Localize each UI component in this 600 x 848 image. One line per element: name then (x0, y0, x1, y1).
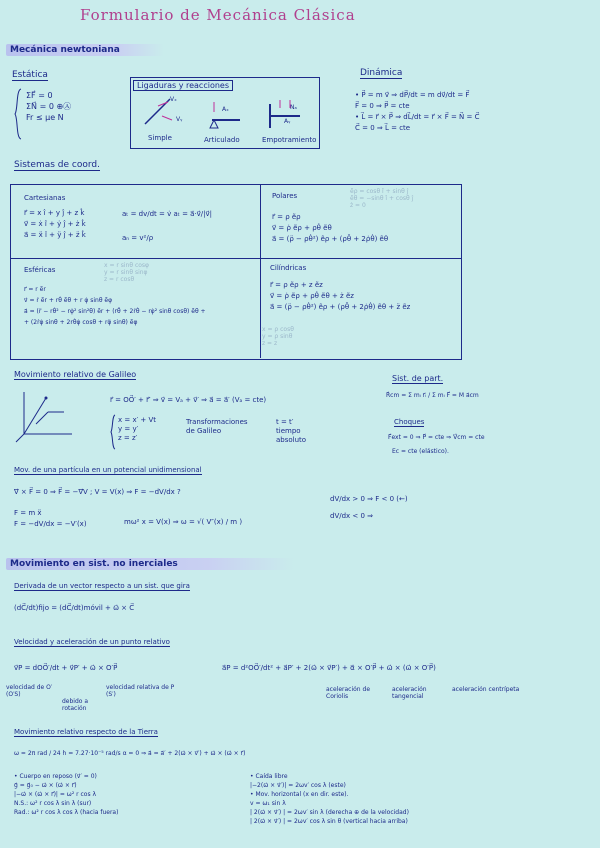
polares-eqs (272, 212, 388, 245)
cartesianas-eqs (24, 208, 86, 241)
coords-divider-v (260, 184, 261, 358)
galileo-equation: r⃗ = OO⃗′ + r⃗′ ⇒ v⃗ = Vₐ + v⃗′ ⇒ a⃗ = a⃗′ (Vₐ = cte) (110, 396, 267, 404)
esfericas-note: x = r sinθ cosφ (104, 262, 149, 269)
dinamica-eq: F⃗ = 0 ⇒ P⃗ = cte (355, 102, 410, 110)
cartesianas-eq: v⃗ = ẋ î + ẏ ĵ + ż k̂ (24, 220, 86, 228)
choques-note: Ec = cte (elástico). (392, 448, 449, 455)
cilindricas-note: z = z (262, 340, 278, 347)
velacel-v-equation: v⃗P = dOO⃗′/dt + v⃗P′ + ω⃗ × O′P⃗ (14, 664, 118, 672)
var-ax: Aₓ (222, 106, 229, 113)
tierra-left-line: Rad.: ω² r cos λ cos λ (hacia fuera) (14, 809, 119, 816)
galileo-time-label: absoluto (276, 436, 307, 444)
var-vx: Vₓ (170, 96, 177, 103)
potencial-omega: mω² x = V(x) ⇒ ω = √( V″(x) / m ) (124, 518, 243, 526)
galileo-transform-label (186, 418, 248, 436)
brace-icon (14, 88, 22, 140)
polares-title: Polares (272, 192, 298, 200)
cilindricas-note: x = ρ cosθ (262, 326, 294, 333)
esfericas-notes (104, 262, 149, 283)
cilindricas-eq: r⃗ = ρ ẽρ + z ẽz (270, 281, 323, 289)
rotante-equation: (dC⃗/dt)fijo = (dC⃗/dt)móvil + ω⃗ × C⃗ (14, 604, 135, 612)
rotante-heading: Derivada de un vector respecto a un sist. que gira (14, 582, 190, 590)
velacel-heading: Velocidad y aceleración de un punto relativo (14, 638, 170, 646)
potencial-sign: dV/dx < 0 ⇒ (330, 512, 374, 520)
cilindricas-eqs (270, 280, 410, 313)
section-newtonian: Mecánica newtoniana (6, 44, 164, 56)
potencial-eq: F = −dV/dx = −V′(x) (14, 520, 87, 528)
tierra-right-line: | 2(ω⃗ × v⃗′) | = 2ωv′ cos λ sin θ (vertical hacia arriba) (250, 818, 408, 825)
cilindricas-title: Cilíndricas (270, 264, 307, 272)
tierra-left-line: • Cuerpo en reposo (v⃗′ = 0) (14, 773, 97, 780)
cartesianas-title: Cartesianas (24, 194, 66, 202)
potencial-eq: F = m ẍ (14, 509, 42, 517)
page-title: Formulario de Mecánica Clásica (80, 6, 356, 24)
reference-frames-icon (14, 384, 76, 444)
estatica-heading: Estática (12, 70, 48, 80)
var-na: Nₐ (290, 104, 297, 111)
label-articulado: Articulado (204, 136, 240, 144)
tierra-right-line: • Mov. horizontal (x en dir. este). (250, 791, 349, 798)
estatica-eq: Fr ≤ μe N (26, 113, 64, 122)
galileo-transform-eq: x = x′ + Vt (118, 416, 157, 424)
ligaduras-heading: Ligaduras y reacciones (133, 80, 233, 91)
velacel-v-note: debido a rotación (62, 698, 89, 712)
coords-heading: Sistemas de coord. (14, 160, 100, 170)
estatica-eq: ΣF⃗ = 0 (26, 91, 53, 100)
esfericas-eq: v⃗ = ṙ ẽr + rθ̇ ẽθ + r φ̇ sinθ ẽφ (24, 297, 113, 304)
cilindricas-note: y = ρ sinθ (262, 333, 293, 340)
polares-eq: a⃗ = (ρ̈ − ρθ̇²) ẽρ + (ρθ̈ + 2ρ̇θ̇) ẽθ (272, 235, 389, 243)
tierra-right-line: |−2(ω⃗ × v⃗′)| = 2ωv′ cos λ (este) (250, 782, 346, 789)
polares-eq: r⃗ = ρ ẽρ (272, 213, 301, 221)
galileo-time-label: tiempo (276, 427, 301, 435)
esfericas-note: y = r sinθ sinφ (104, 269, 148, 276)
choques-equation: F⃗ext = 0 ⇒ P⃗ = cte ⇒ V⃗cm = cte (388, 434, 485, 441)
potencial-sign: dV/dx > 0 ⇒ F < 0 (←) (330, 495, 408, 503)
cartesianas-eq: r⃗ = x î + y ĵ + z k̂ (24, 209, 85, 217)
tierra-right-line: | 2(ω⃗ × v⃗′) | = 2ωv′ sin λ (derecha ⊕ de la velocidad) (250, 809, 409, 816)
galileo-transform-eq: z = z′ (118, 434, 138, 442)
coords-divider-h (10, 258, 461, 259)
dinamica-eq: • L⃗ = r⃗ × P⃗ ⇒ dL⃗/dt = r⃗ × F⃗ = N⃗ = C⃗ (355, 113, 480, 121)
polares-note: ẽθ = −sinθ î + cosθ ĵ (350, 195, 414, 202)
cilindricas-eq: a⃗ = (ρ̈ − ρθ̇²) ẽρ + (ρθ̈ + 2ρ̇θ̇) ẽθ + z̈ ẽz (270, 303, 411, 311)
velacel-a-note: aceleración tangencial (392, 686, 427, 700)
tierra-left-line: |−ω⃗ × (ω⃗ × r⃗)| = ω² r cos λ (14, 791, 97, 798)
estatica-eq: ΣN⃗ = 0 ⊕Ⓐ (26, 102, 72, 111)
tierra-right (250, 772, 409, 826)
choques-heading: Choques (394, 418, 425, 426)
var-vy: Vᵧ (176, 116, 183, 123)
particulas-equation: R⃗cm = Σ mᵢ r⃗ᵢ / Σ mᵢ F⃗ = M a⃗cm (386, 392, 479, 399)
galileo-label: de Galileo (186, 427, 222, 435)
label-simple: Simple (148, 134, 172, 142)
tierra-left-line: g⃗ = g⃗₀ − ω⃗ × (ω⃗ × r⃗) (14, 782, 77, 789)
polares-eq: v⃗ = ρ̇ ẽρ + ρθ̇ ẽθ (272, 224, 332, 232)
cartesianas-side: aₙ = v²/ρ (122, 234, 154, 242)
esfericas-title: Esféricas (24, 266, 56, 274)
esfericas-note: z = r cosθ (104, 276, 135, 283)
potencial-heading: Mov. de una partícula en un potencial unidimensional (14, 466, 202, 474)
esfericas-eq: a⃗ = (r̈ − rθ̇² − rφ̇² sin²θ) ẽr + (rθ̈ + 2ṙθ̇ − rφ̇² sinθ cosθ) ẽθ + (24, 308, 206, 315)
potencial-forces (14, 508, 87, 530)
label-empotramiento: Empotramiento (262, 136, 317, 144)
polares-notes (350, 188, 413, 209)
dinamica-eq: C⃗ = 0 ⇒ L⃗ = cte (355, 124, 411, 132)
esfericas-eq: r⃗ = r ẽr (24, 286, 46, 293)
dinamica-equations (355, 90, 479, 134)
velacel-v-note: velocidad relativa de P (S′) (106, 684, 175, 698)
dinamica-eq: • P⃗ = m v⃗ ⇒ dP⃗/dt = m dv⃗/dt = F⃗ (355, 91, 470, 99)
galileo-time (276, 418, 306, 445)
velacel-v-note: velocidad de O′ (O′S) (6, 684, 53, 698)
galileo-label: Transformaciones (186, 418, 248, 426)
galileo-transform (118, 416, 156, 443)
cartesianas-side: aₜ = dv/dt = v̇ aₜ = a⃗·v⃗/|v⃗| (122, 210, 213, 218)
galileo-time-label: t = t′ (276, 418, 294, 426)
support-diagrams-icon (140, 94, 310, 134)
particulas-heading: Sist. de part. (392, 374, 444, 383)
tierra-left-line: N.S.: ω² r cos λ sin λ (sur) (14, 800, 92, 807)
cilindricas-eq: v⃗ = ρ̇ ẽρ + ρθ̇ ẽθ + ż ẽz (270, 292, 354, 300)
estatica-equations (26, 90, 71, 123)
velacel-a-note: aceleración de Coriolis (326, 686, 371, 700)
velacel-a-equation: a⃗P = d²OO⃗′/dt² + a⃗P′ + 2(ω⃗ × v⃗P′) + α⃗ × O′P⃗ + ω⃗ × (ω⃗ × O′P⃗) (222, 664, 436, 672)
section-noninertial: Movimiento en sist. no inerciales (6, 558, 294, 570)
brace-icon (110, 414, 116, 450)
polares-note: ż = 0 (350, 202, 366, 209)
tierra-right-line: • Caída libre (250, 773, 288, 780)
tierra-omega: ω = 2π rad / 24 h = 7.27·10⁻⁵ rad/s α = 0 ⇒ a⃗ = a⃗′ + 2(ω⃗ × v⃗′) + ω⃗ × (ω⃗ × r⃗) (14, 750, 246, 757)
esfericas-eqs (24, 284, 206, 328)
galileo-heading: Movimiento relativo de Galileo (14, 370, 137, 379)
tierra-heading: Movimiento relativo respecto de la Tierra (14, 728, 158, 736)
galileo-transform-eq: y = y′ (118, 425, 139, 433)
tierra-right-line: v = ω₁ sin λ (250, 800, 286, 807)
tierra-left (14, 772, 118, 817)
cartesianas-eq: a⃗ = ẍ î + ÿ ĵ + z̈ k̂ (24, 231, 86, 239)
dinamica-heading: Dinámica (360, 68, 403, 78)
potencial-right (330, 494, 408, 522)
polares-note: ẽρ = cosθ î + sinθ ĵ (350, 188, 409, 195)
esfericas-eq: + (2ṙφ̇ sinθ + 2rθ̇φ̇ cosθ + rφ̈ sinθ) ẽφ (24, 319, 138, 326)
velacel-a-note: aceleración centrípeta (452, 686, 520, 693)
cilindricas-notes (262, 326, 294, 347)
var-ay: Aᵧ (284, 118, 291, 125)
potencial-eq: ∇⃗ × F⃗ = 0 ⇒ F⃗ = −∇⃗V ; V = V(x) ⇒ F = −dV/dx ? (14, 488, 181, 496)
